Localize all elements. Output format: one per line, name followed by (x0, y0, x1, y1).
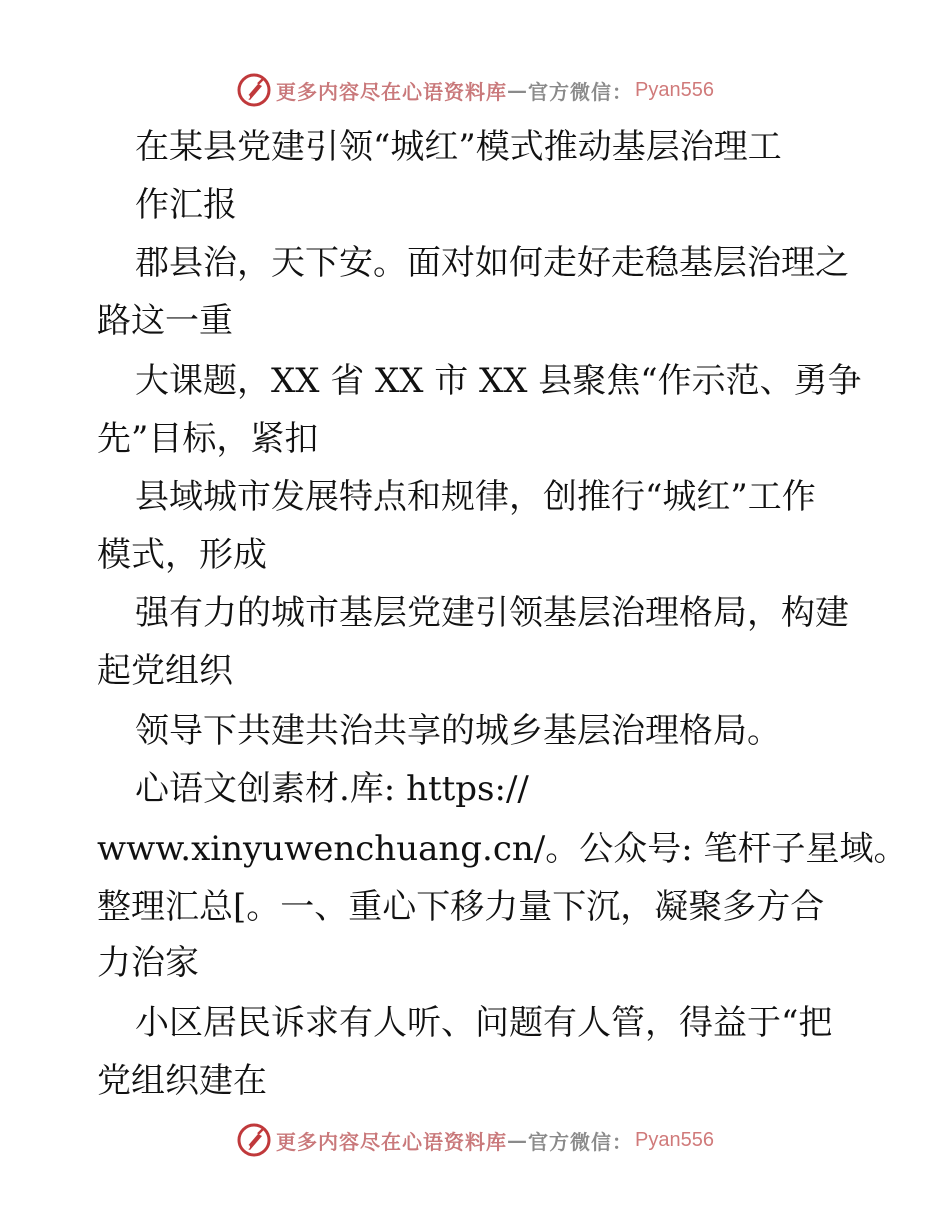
banner-wechat-label: 官方微信： (528, 1129, 634, 1154)
quill-logo-icon (236, 1122, 272, 1158)
document-title-line-1: 在某县党建引领“城红”模式推动基层治理工 (135, 127, 782, 167)
footer-watermark-banner (0, 1120, 950, 1160)
quill-logo-icon (236, 72, 272, 108)
paragraph-line: 力治家 (97, 943, 199, 983)
paragraph-line: 强有力的城市基层党建引领基层治理格局，构建 (135, 593, 849, 633)
banner-promo-text: 更多内容尽在心语资料库 (276, 79, 508, 104)
paragraph-line: 先”目标，紧扣 (97, 419, 319, 459)
banner-wechat-id: Pyan556 (635, 1128, 714, 1151)
paragraph-line: 党组织建在 (97, 1061, 267, 1101)
banner-wechat-label: 官方微信： (528, 79, 634, 104)
paragraph-line: 路这一重 (97, 301, 233, 341)
paragraph-line: 模式，形成 (97, 535, 267, 575)
paragraph-line: 心语文创素材.库: https:// (135, 769, 529, 809)
paragraph-line: 领导下共建共治共享的城乡基层治理格局。 (135, 711, 781, 751)
banner-promo-text: 更多内容尽在心语资料库 (276, 1129, 508, 1154)
banner-dash: — (507, 1128, 529, 1152)
banner-wechat-id: Pyan556 (635, 78, 714, 101)
paragraph-line: 小区居民诉求有人听、问题有人管，得益于“把 (135, 1003, 833, 1043)
header-watermark-banner (0, 70, 950, 110)
paragraph-line: 整理汇总[。一、重心下移力量下沉，凝聚多方合 (97, 887, 825, 927)
paragraph-line: 县域城市发展特点和规律，创推行“城红”工作 (135, 477, 816, 517)
paragraph-line: 郡县治，天下安。面对如何走好走稳基层治理之 (135, 243, 849, 283)
paragraph-line: 起党组织 (97, 651, 233, 691)
paragraph-line: 大课题，XX 省 XX 市 XX 县聚焦“作示范、勇争 (135, 361, 862, 401)
document-title-line-2: 作汇报 (135, 185, 237, 225)
paragraph-line-url: www.xinyuwenchuang.cn/。公众号: 笔杆子星域。 (97, 829, 908, 869)
banner-dash: — (507, 78, 529, 102)
